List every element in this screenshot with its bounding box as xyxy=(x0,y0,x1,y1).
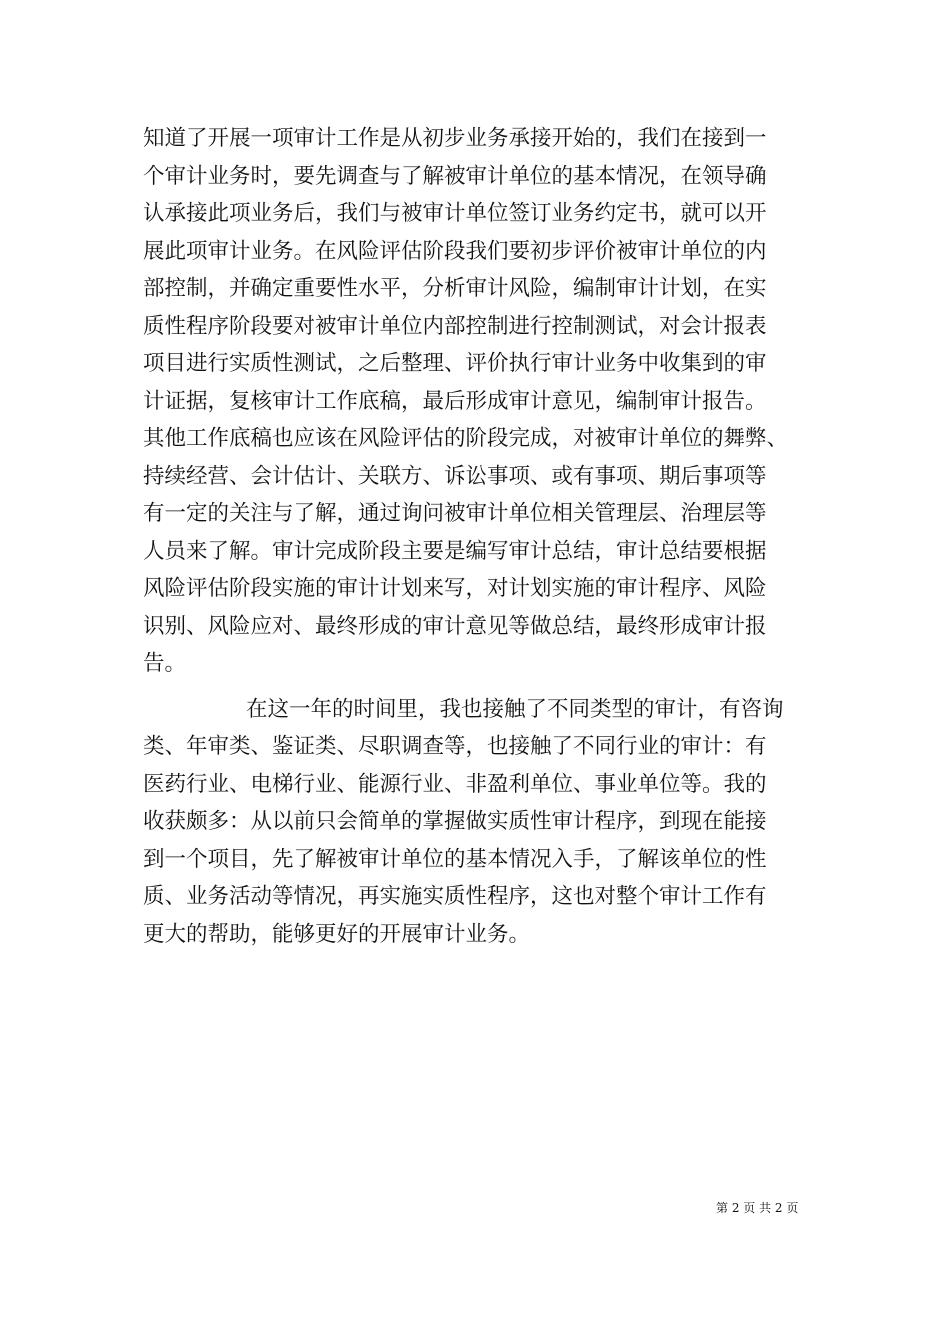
paragraph-line: 展此项审计业务。在风险评估阶段我们要初步评价被审计单位的内 xyxy=(143,238,767,264)
paragraph-line: 计证据，复核审计工作底稿，最后形成审计意见，编制审计报告。 xyxy=(143,388,767,414)
paragraph-line: 部控制，并确定重要性水平，分析审计风险，编制审计计划，在实 xyxy=(143,276,767,301)
paragraph-line: 其他工作底稿也应该在风险评估的阶段完成，对被审计单位的舞弊、 xyxy=(143,426,789,451)
paragraph-line: 人员来了解。审计完成阶段主要是编写审计总结，审计总结要根据 xyxy=(143,538,767,564)
paragraph-line: 告。 xyxy=(143,651,187,676)
paragraph-line: 认承接此项业务后，我们与被审计单位签订业务约定书，就可以开 xyxy=(143,201,767,226)
paragraph-line-indented: 在这一年的时间里，我也接触了不同类型的审计，有咨询 xyxy=(246,696,784,722)
paragraph-line: 质性程序阶段要对被审计单位内部控制进行控制测试，对会计报表 xyxy=(143,313,767,339)
page-number-footer: 第 2 页 共 2 页 xyxy=(716,1201,799,1215)
paragraph-line: 个审计业务时，要先调查与了解被审计单位的基本情况，在领导确 xyxy=(143,163,767,189)
paragraph-1 xyxy=(143,120,833,683)
paragraph-line: 识别、风险应对、最终形成的审计意见等做总结，最终形成审计报 xyxy=(143,613,767,639)
paragraph-line: 医药行业、电梯行业、能源行业、非盈利单位、事业单位等。我的 xyxy=(143,771,767,797)
paragraph-line: 项目进行实质性测试，之后整理、评价执行审计业务中收集到的审 xyxy=(143,351,767,376)
paragraph-line: 收获颇多：从以前只会简单的掌握做实质性审计程序，到现在能接 xyxy=(143,809,767,834)
paragraph-gap xyxy=(143,683,833,691)
paragraph-line: 有一定的关注与了解，通过询问被审计单位相关管理层、治理层等 xyxy=(143,501,767,526)
document-body xyxy=(143,120,833,953)
paragraph-line: 风险评估阶段实施的审计计划来写，对计划实施的审计程序、风险 xyxy=(143,576,767,601)
paragraph-line: 更大的帮助，能够更好的开展审计业务。 xyxy=(143,921,531,947)
paragraph-line: 质、业务活动等情况，再实施实质性程序，这也对整个审计工作有 xyxy=(143,884,767,909)
paragraph-line: 类、年审类、鉴证类、尽职调查等，也接触了不同行业的审计：有 xyxy=(143,734,767,759)
paragraph-2 xyxy=(143,691,833,954)
paragraph-line: 到一个项目，先了解被审计单位的基本情况入手，了解该单位的性 xyxy=(143,846,767,872)
paragraph-line: 持续经营、会计估计、关联方、诉讼事项、或有事项、期后事项等 xyxy=(143,463,767,489)
paragraph-line: 知道了开展一项审计工作是从初步业务承接开始的，我们在接到一 xyxy=(143,126,767,151)
